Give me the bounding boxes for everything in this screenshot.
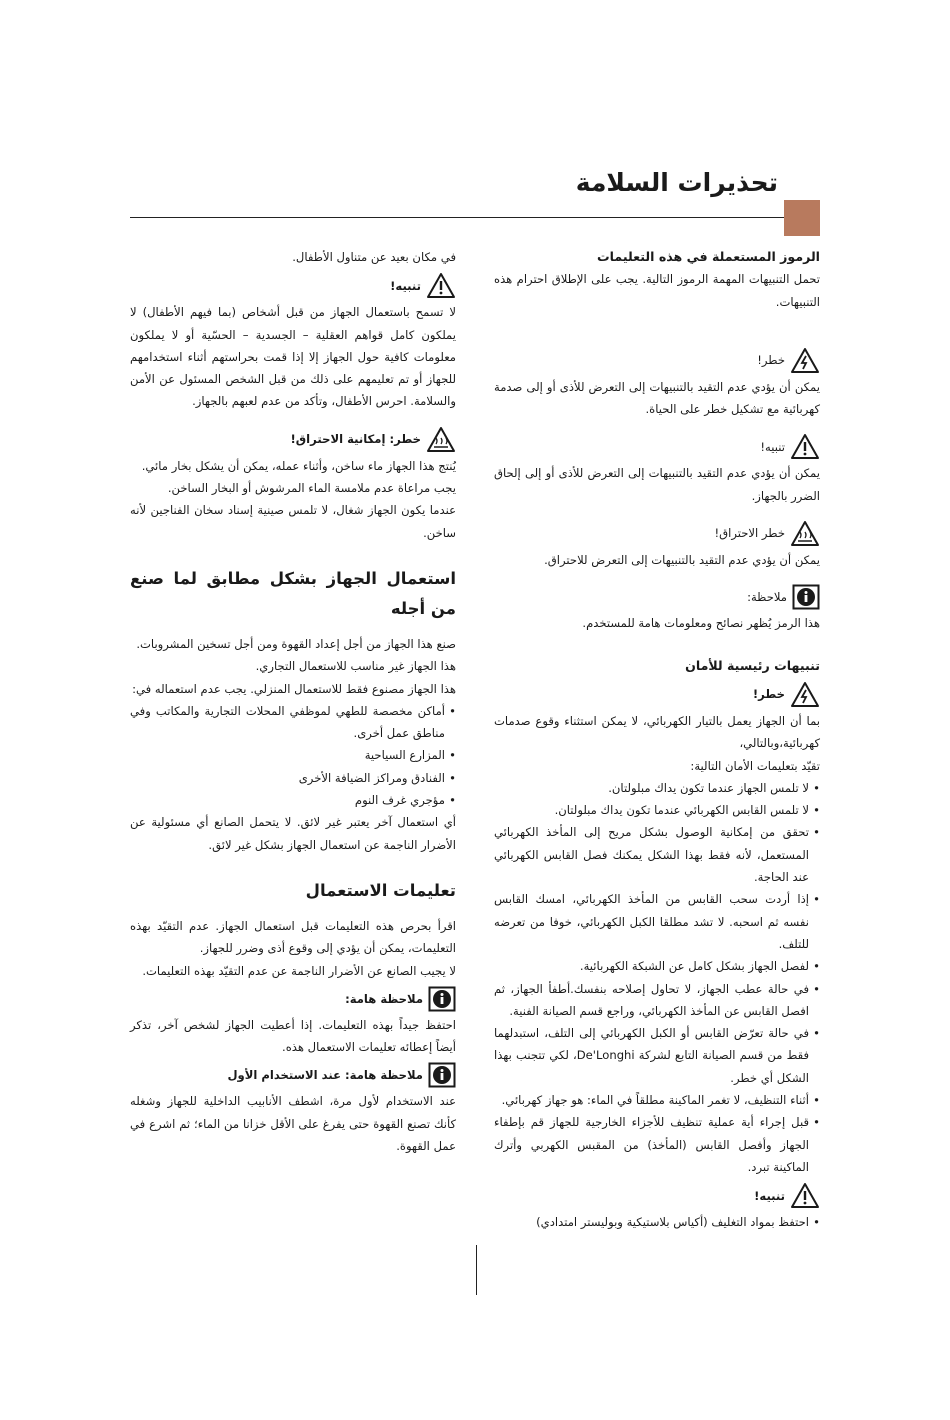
list-item: • لا تلمس الجهاز عندما تكون يداك مبلولتان.: [494, 777, 820, 799]
note-heading: [494, 584, 820, 610]
note-text: هذا الرمز يُظهر نصائح ومعلومات هامة للمستخدم.: [582, 616, 820, 631]
use-text3: هذا الجهاز مصنوع فقط للاستعمال المنزلي. يجب عدم استعماله في:: [132, 681, 456, 696]
note1-heading: [130, 986, 456, 1012]
symbols-heading: الرموز المستعملة في هذه التعليمات: [597, 249, 820, 264]
note2-heading: [130, 1062, 456, 1088]
warning-icon: [790, 1182, 820, 1209]
left-caution-heading: [130, 272, 456, 299]
use-heading: استعمال الجهاز بشكل مطابق لما صنع من أجله: [130, 568, 456, 618]
caution2-heading: [494, 1182, 820, 1209]
list-item: • مؤجري غرف النوم: [130, 789, 456, 811]
danger2-label: خطر!: [752, 687, 785, 702]
info-icon: [428, 986, 456, 1012]
left-column: [130, 246, 456, 1157]
info-icon: [428, 1062, 456, 1088]
use-text4: أي استعمال آخر يعتبر غير لائق. لا يتحمل الصانع أي مسئولية عن الأضرار الناجمة عن استعمال الجهاز بشكل غير لائق.: [130, 815, 456, 852]
title-rule: [130, 217, 820, 218]
note2-label: ملاحظة هامة: عند الاستخدام الأول: [227, 1068, 423, 1083]
caution-heading: [494, 433, 820, 460]
note2-text: عند الاستخدام لأول مرة، اشطف الأنابيب الداخلية للجهاز وشغله كأنك تصنع القهوة حتى يفرغ على الأقل خزانا من الماء؛ ثم اشرع في عمل القهوة.: [130, 1094, 456, 1154]
page-title: تحذيرات السلامة: [575, 168, 778, 197]
follow-text: تقيّد بتعليمات الأمان التالية:: [690, 758, 820, 773]
caution-label: تنبيه!: [760, 439, 785, 454]
hot-surface-icon: [426, 426, 456, 453]
electric-danger-icon: [790, 347, 820, 374]
list-item: • أثناء التنظيف، لا تغمر الماكينة مطلقاً في الماء: هو جهاز كهربائي.: [494, 1089, 820, 1111]
caution2-label: تنبيه!: [754, 1188, 785, 1203]
left-burn-text1: يُنتج هذا الجهاز ماء ساخن، وأثناء عمله، يمكن أن يشكل بخار مائي.: [141, 458, 456, 473]
electric-danger-icon: [790, 681, 820, 708]
hot-surface-icon: [790, 520, 820, 547]
left-caution-label: تنبيه!: [390, 278, 421, 293]
list-item: • تحقق من إمكانية الوصول بشكل مريح إلى المأخذ الكهربائي المستعمل، لأنه فقط بهذا الشكل يمكنك فصل القابس الكهربائي عند الحاجة.: [494, 821, 820, 888]
burn-text: يمكن أن يؤدي عدم التقيد بالتنبيهات إلى التعرض للاحتراق.: [544, 553, 820, 568]
list-item: • لا تلمس القابس الكهربائي عندما تكون يداك مبلولتان.: [494, 799, 820, 821]
caution-text: يمكن أن يؤدي عدم التقيد بالتنبيهات إلى التعرض للأذى أو إلى إلحاق الضرر بالجهاز.: [494, 466, 820, 503]
list-item: • أماكن مخصصة للطهي لموظفي المحلات التجارية والمكاتب وفي مناطق عمل أخرى.: [130, 700, 456, 745]
list-item: • إذا أردت سحب القابس من المأخذ الكهربائي، امسك القابس نفسه ثم اسحبه. لا تشد مطلقا الكبل الكهربائي، خوفا من تعرضه للتلف.: [494, 888, 820, 955]
burn-label: خطر الاحتراق!: [714, 526, 785, 541]
instructions-text1: اقرأ بحرص هذه التعليمات قبل استعمال الجهاز. عدم التقيّد بهذه التعليمات، يمكن أن يؤدي إلى وقوع أذى وضرر للجهاز.: [130, 918, 456, 956]
accent-square: [784, 200, 820, 236]
warning-icon: [790, 433, 820, 460]
note1-text: احتفظ جيداً بهذه التعليمات. إذا أعطيت الجهاز لشخص آخر، تذكر أيضاً إعطائه تعليمات الاستعمال هذه.: [130, 1017, 456, 1055]
left-burn-label: خطر: إمكانية الاحتراق!: [290, 432, 421, 447]
use-bullets: [130, 700, 456, 811]
page-center-line: [476, 1245, 477, 1295]
safety-heading: تنبيهات رئيسية للأمان: [685, 657, 820, 673]
left-burn-text3: عندما يكون الجهاز شغال، لا تلمس صينية إسناد سخان الفناجين لأنه ساخن.: [130, 503, 456, 540]
danger-heading: [494, 347, 820, 374]
continued-text: في مكان بعيد عن متناول الأطفال.: [292, 250, 456, 264]
instructions-text2: لا يجيب الصانع عن الأضرار الناجمة عن عدم التقيّد بهذه التعليمات.: [142, 963, 456, 978]
list-item: • الفنادق ومراكز الضيافة الأخرى: [130, 767, 456, 789]
left-caution-text: لا تسمح باستعمال الجهاز من قبل أشخاص (بما فيهم الأطفال) لا يملكون كامل قواهم العقلية – الجسدية – الحسّية أو لا يملكون معلومات كافية حول الجهاز إلا إذا قمت بحراستهم أثناء استخدامهم للجهاز أو تم تعليمهم على ذلك من قبل الشخص المسئول عن الأمن والسلامة. احرس الأطفال، وتأكد من عدم لعبهم بالجهاز.: [130, 305, 456, 409]
packaging-bullets: [494, 1211, 820, 1233]
danger-text: يمكن أن يؤدي عدم التقيد بالتنبيهات إلى التعرض للأذى أو إلى صدمة كهربائية مع تشكيل خطر على الحياة.: [494, 379, 820, 417]
danger2-text: بما أن الجهاز يعمل بالتيار الكهربائي، لا يمكن استثناء وقوع صدمات كهربائية،وبالتالي،: [494, 713, 820, 751]
danger2-heading: [494, 681, 820, 708]
safety-bullets: [494, 777, 820, 1178]
instructions-heading: تعليمات الاستعمال: [305, 880, 456, 900]
list-item: • لفصل الجهاز بشكل كامل عن الشبكة الكهربائية.: [494, 955, 820, 977]
symbols-intro: تحمل التنبيهات المهمة الرموز التالية. يجب على الإطلاق احترام هذه التنبيهات.: [494, 272, 820, 309]
note-label: ملاحظة:: [747, 590, 787, 605]
right-column: [494, 246, 820, 1234]
burn-heading: [494, 520, 820, 547]
left-burn-heading: [130, 426, 456, 453]
left-burn-text2: يجب مراعاة عدم ملامسة الماء المرشوش أو البخار الساخن.: [167, 481, 456, 496]
warning-icon: [426, 272, 456, 299]
info-icon: [792, 584, 820, 610]
danger-label: خطر!: [757, 353, 785, 368]
list-item: • في حالة تعرّض القابس أو الكبل الكهربائي إلى التلف، استبدلهما فقط من قسم الصيانة التابع لشركة De'Longhi، لكي تتجنب بهذا الشكل أي خطر.: [494, 1022, 820, 1089]
use-text1: صنع هذا الجهاز من أجل إعداد القهوة ومن أجل تسخين المشروبات.: [136, 636, 456, 651]
list-item: • قبل إجراء أية عملية تنظيف للأجزاء الخارجية للجهاز قم بإطفاء الجهاز وأفصل القابس (المأخذ) من المقبس الكهربي وأترك الماكينة تبرد.: [494, 1111, 820, 1178]
use-text2: هذا الجهاز غير مناسب للاستعمال التجاري.: [255, 659, 456, 674]
list-item: • المزارع السياحية: [130, 744, 456, 766]
list-item: • احتفظ بمواد التغليف (أكياس بلاستيكية وبوليستر امتدادي): [494, 1211, 820, 1233]
note1-label: ملاحظة هامة:: [345, 991, 423, 1006]
list-item: • في حالة عطب الجهاز، لا تحاول إصلاحه بنفسك.أطفأ الجهاز، ثم افصل القابس عن المأخذ الكهربائي، وراجع قسم الصيانة الفنية.: [494, 978, 820, 1023]
